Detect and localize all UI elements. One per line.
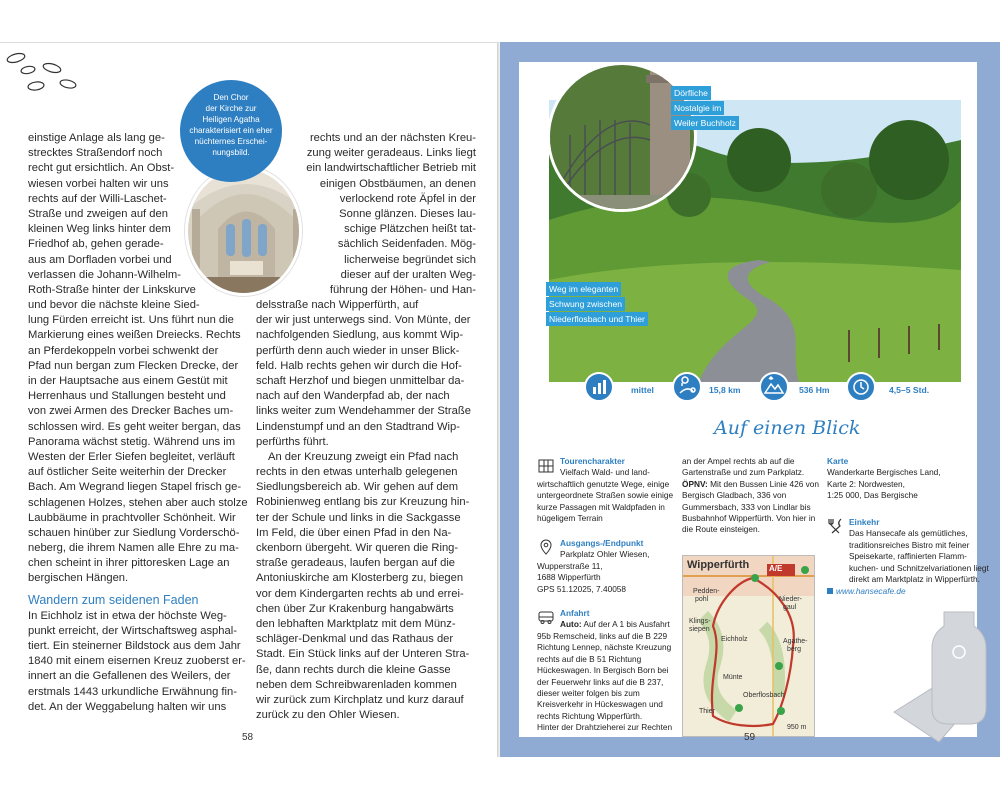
text-line: bergischen Hängen.: [28, 572, 129, 585]
info-line: Wupperstraße 11,: [537, 561, 603, 571]
text-line: ße, dann rechts durch die kleine Gasse: [256, 663, 451, 676]
text-line: tiert. Ein steinerner Bildstock aus dem Jahr: [28, 640, 241, 652]
text-line: verlockend rote Äpfel in der: [339, 192, 476, 205]
text-line: einigen Obstbäumen, an denen: [319, 177, 476, 190]
text-line: feld. Halb rechts gehen wir durch die Hof-: [256, 359, 462, 372]
location-pin-icon: [537, 538, 555, 556]
info-line: Richtung Lennep, nächste Kreuzung: [537, 642, 672, 653]
text-line: Bach. Am Wegrand liegen Stapel frisch ge-: [28, 481, 242, 494]
info-line: 95b Remscheid, links auf die B 229: [537, 631, 668, 641]
info-line: traditionsreiches Bistro mit feiner: [849, 539, 970, 550]
map-label: berg: [787, 646, 802, 653]
info-line: 1:25 000, Das Bergische: [827, 490, 918, 501]
text-line: nach auf den Wanderpfad ab, der nach: [256, 390, 450, 403]
map-label: Agathe-: [783, 638, 808, 645]
info-line: 1688 Wipperfürth: [537, 572, 601, 583]
bottle-decoration-icon: [889, 592, 989, 752]
text-column-2: [256, 298, 478, 723]
info-title: Ausgangs-/Endpunkt: [560, 538, 644, 548]
text-line: kleinen Weg links hinter dem: [28, 223, 171, 236]
page-number-left: 58: [242, 732, 254, 743]
square-bullet-icon: [827, 588, 833, 594]
text-line: Herrenhaus und Stallungen besteht und: [28, 390, 226, 403]
text-line: Im Feld, die über einen Pfad in den Na-: [256, 526, 452, 539]
info-line: hügeligem Terrain: [537, 513, 603, 524]
info-line: GPS 51.12025, 7.40058: [537, 583, 627, 594]
church-interior-photo: [185, 166, 302, 296]
text-line: innert an die Gefallenen des Weilers, der: [28, 670, 231, 683]
caption-line: nüchternes Erschei-: [194, 137, 268, 146]
text-line: strecktes Straßendorf noch: [28, 147, 163, 160]
text-line: Roth-Straße hinter der Linkskurve: [28, 283, 196, 296]
info-label: Auto:: [560, 619, 582, 630]
text-line: delsstraße nach Wipperfürth, auf: [256, 299, 419, 311]
text-line: punkt erreicht, der Wirtschaftsweg asphal-: [28, 624, 237, 637]
text-line: ter der Schule und links in die Sackgasse: [256, 511, 461, 524]
text-line: führung der Höhen- und Han-: [329, 283, 476, 296]
elevation-icon: [759, 372, 789, 402]
info-line: Wanderkarte Bergisches Land,: [827, 467, 941, 478]
text-line: Sonne glänzen. Dieses lau-: [339, 207, 476, 220]
map-info-block: [827, 456, 972, 502]
arrival-block-cont: [537, 631, 687, 734]
text-line: zurück zu den Ohler Wiesen.: [256, 709, 400, 722]
text-line: perfürths führt.: [256, 435, 329, 448]
text-line: und bevor die nächste kleine Sied-: [28, 299, 200, 312]
text-line: ein landwirtschaftlicher Betrieb mit: [306, 162, 476, 175]
text-line: chen über Zur Krakenburg hangabwärts: [256, 602, 454, 615]
text-line: von zwei Armen des Drecker Baches um-: [28, 405, 234, 418]
info-line: Hückeswagen. In Bergisch Born bei: [537, 665, 669, 676]
info-title: Einkehr: [849, 517, 880, 527]
text-line: recht gut ersichtlich. An Obst-: [28, 162, 175, 175]
map-label: pohl: [695, 596, 709, 603]
text-line: Panorama wächst stetig. Während uns im: [28, 435, 236, 448]
info-line: die Route einsteigen.: [682, 524, 760, 535]
info-line: Gartenstraße und zum Parkplatz.: [682, 467, 805, 478]
text-line: schlossen wird. Es geht weiter bergan, das: [28, 420, 241, 433]
cutlery-icon: [827, 517, 845, 535]
footprints-icon: [2, 48, 82, 98]
text-line: den lebhaften Marktplatz mit dem Münz-: [256, 617, 456, 630]
gate-photo-caption: [671, 86, 739, 131]
text-line: neberg, die ihrem Namen alle Ehre zu ma-: [28, 542, 239, 555]
text-line: schlagenen Holzes, stehen aber auch stolze: [28, 496, 248, 509]
text-line: schaft Herzhof und biegen unmittelbar da-: [256, 374, 465, 387]
map-grid-icon: [537, 457, 555, 475]
text-line: dieser auf der uralten Weg-: [340, 268, 476, 281]
info-line: kurze Passagen mit Waldpfaden in: [537, 501, 665, 512]
text-line: vor dem Kindergarten rechts ab und errei-: [256, 587, 464, 600]
map-label: Pedden-: [693, 588, 720, 595]
route-map: [682, 555, 815, 737]
text-line: erstmals 1443 urkundliche Erwähnung fin-: [28, 685, 237, 698]
text-line: schläger-Denkmal und das Rathaus der: [256, 633, 454, 646]
info-line: Kreisverkehr in Hückeswagen und: [537, 699, 663, 710]
road-photo-caption: [546, 282, 648, 327]
map-title: Wipperfürth: [687, 559, 750, 571]
text-line: an Pferdekoppeln vorbei schwenkt der: [28, 344, 219, 357]
caption-line: Heiligen Agatha: [202, 115, 260, 124]
info-line: rechts Richtung Wipperfürth.: [537, 710, 643, 721]
text-line: aus am Dorfladen vorbei und: [28, 253, 172, 266]
glance-title: Auf einen Blick: [714, 417, 861, 439]
info-line: wirtschaftlich genutzte Wege, einige: [537, 479, 670, 489]
website-link[interactable]: www.hansecafe.de: [836, 586, 906, 596]
info-line: [682, 479, 822, 490]
text-line: Antoniuskirche am Klosterberg zu, biegen: [256, 572, 464, 585]
text-line: wiesen vorbei halten wir uns: [28, 177, 169, 190]
text-line: schauen hinüber zur Siedlung Vorderschö-: [28, 526, 240, 539]
difficulty-value: mittel: [631, 385, 654, 395]
info-line: Busbahnhof Wipperfürth. Von hier in: [682, 513, 816, 524]
text-line: Westen der Erler Siefen begleitet, verläuft: [28, 450, 235, 463]
start-point-block-cont: [537, 561, 687, 595]
food-stop-block: [849, 517, 989, 585]
caption-line: Schwung zwischen: [546, 297, 625, 311]
caption-line: Niederflosbach und Thier: [546, 312, 648, 326]
info-line: Hinter der Drahtzieherei zur Rechten: [537, 722, 673, 733]
info-line: direkt am Marktplatz in Wipperfürth.: [849, 574, 980, 585]
distance-icon: [672, 372, 702, 402]
text-line: wir zurück zum Kirchplatz und kurz darauf: [256, 693, 464, 706]
text-line: lung Fürden erreicht ist. Uns führt nun die: [28, 314, 234, 327]
caption-line: Weiler Buchholz: [671, 116, 739, 130]
map-label: Thier: [699, 708, 715, 715]
text-line: einstige Anlage als lang ge-: [28, 132, 165, 144]
caption-line: Weg im eleganten: [546, 282, 621, 296]
text-line: auf östlicher Seite weiterhin der Drecker: [28, 466, 227, 479]
map-label: Münte: [723, 674, 743, 681]
caption-line: Nostalgie im: [671, 101, 724, 115]
text-line: Lindenstumpf und an den Stadtrand Wip-: [256, 420, 460, 433]
duration-value: 4,5–5 Std.: [889, 385, 930, 395]
text-line: Friedhof ab, gehen gerade-: [28, 238, 164, 251]
info-line: rechts auf die B 51 Richtung: [537, 653, 642, 664]
map-label: Oberflosbach: [743, 692, 785, 699]
duration-icon: [846, 372, 876, 402]
text-line: neben dem Schreibwarenladen kommen: [256, 678, 457, 691]
caption-line: Den Chor: [213, 93, 249, 102]
text-line: An der Kreuzung zweigt ein Pfad nach: [268, 450, 459, 463]
info-line: Das Hansecafe als gemütliches,: [849, 528, 968, 539]
info-line: Bergisch Gladbach, 336 von: [682, 490, 787, 501]
caption-line: nungsbild.: [212, 148, 250, 157]
map-label: Klings-: [689, 618, 711, 625]
tour-stats-bar: [549, 372, 961, 402]
text-line: Straße und zweigen auf den: [28, 207, 168, 220]
caption-line: der Kirche zur: [205, 104, 257, 113]
text-line: rechts in den etwas unterhalb gelegenen: [256, 466, 458, 479]
text-line: in der Hauptsache aus einem Gestüt mit: [28, 375, 228, 387]
text-line: det. An der Weggabelung halten wir uns: [28, 700, 227, 713]
text-line: sächlich Seidenfaden. Mög-: [337, 238, 476, 251]
text-line: schige Plätzchen heißt tat-: [344, 223, 476, 236]
map-label: siepen: [689, 626, 710, 633]
info-line: Speisekarte, raffinierten Flamm-: [849, 551, 967, 562]
text-line: Robinienweg entlang bis zur Kreuzung hin-: [256, 496, 470, 509]
text-line: 1840 mit einem eisernen Kreuz zuoberst er-: [28, 655, 246, 668]
info-line: untergeordnete Straßen sowie einige: [537, 490, 674, 501]
page-number-right: 59: [744, 732, 756, 743]
map-start-badge: A/E: [769, 564, 783, 573]
text-line: licherweise begründet sich: [344, 253, 476, 266]
text-line: Pfad nun bergan zum Flecken Drecke, der: [28, 359, 239, 372]
info-line: der Feuerwehr links auf die B 237,: [537, 676, 664, 687]
text-line: rechts und an der nächsten Kreu-: [309, 132, 476, 144]
section-heading: Wandern zum seidenen Faden: [28, 592, 199, 607]
text-line: Siedlungsbereich ab. Wir gehen auf dem: [256, 481, 459, 494]
text-line: zung weiter geradeaus. Links liegt: [306, 147, 476, 160]
info-line: an der Ampel rechts ab auf die: [682, 456, 795, 466]
text-line: Stadt. Ein Stück links auf der Unteren Stra-: [256, 648, 470, 661]
info-line: Vielfach Wald- und land-: [560, 467, 650, 478]
bus-icon: [537, 608, 555, 626]
text-line: Markierung eines weißen Dreiecks. Rechts: [28, 329, 241, 342]
text-line: nachfolgenden Siedlung, aus kommt Wip-: [256, 329, 464, 342]
distance-value: 15,8 km: [709, 385, 741, 395]
map-label: gaul: [783, 604, 797, 611]
gate-photo: [547, 62, 697, 212]
right-page-content: [519, 62, 989, 737]
info-line: kuchen- und Schnitzelvariationen liegt: [849, 562, 989, 573]
info-label: ÖPNV:: [682, 478, 708, 489]
info-line: dieser weiter folgen bis zum: [537, 688, 640, 699]
photo-caption-bubble: [180, 80, 282, 182]
text-line: chen scheint in ihrer pittoresken Lage an: [28, 557, 230, 570]
text-line: rechts auf der Willi-Laschet-: [28, 192, 167, 205]
caption-line: charakterisiert ein eher: [189, 126, 273, 135]
text-line: ckenborn übergeht. Wir queren die Ring-: [256, 542, 459, 554]
text-line: straße geradeaus, laufen bergan auf die: [256, 557, 456, 570]
info-line: Parkplatz Ohler Wiesen,: [560, 549, 650, 560]
info-line: Mit den Bussen Linie 426 von: [710, 478, 819, 489]
text-line: verlassen die Johann-Wilhelm-: [28, 268, 181, 281]
map-label: Nieder-: [779, 596, 802, 603]
caption-line: Dörfliche: [671, 86, 711, 100]
info-title: Tourencharakter: [560, 456, 625, 466]
info-line: Gummersbach, 333 von Lindlar bis: [682, 501, 811, 512]
info-title: Anfahrt: [560, 608, 590, 618]
elevation-value: 536 Hm: [799, 385, 830, 395]
info-line: Karte 2: Nordwesten,: [827, 478, 905, 489]
info-line: Auf der A 1 bis Ausfahrt: [583, 619, 670, 630]
tour-character-block-cont: [537, 479, 687, 525]
info-title: Karte: [827, 456, 849, 466]
text-line: In Eichholz ist in etwa der höchste Weg-: [28, 609, 227, 622]
difficulty-icon: [584, 372, 614, 402]
text-line: Laubbäume in prachtvoller Schönheit. Wir: [28, 511, 236, 524]
arrival-continued-block: [682, 456, 822, 536]
text-line: links weiter zum Wendehammer der Straße: [256, 405, 471, 418]
right-page: [500, 42, 1000, 757]
map-label: Eichholz: [721, 636, 748, 643]
text-line: perfürth denn auch wieder in unser Blick-: [256, 344, 460, 357]
map-scale: 950 m: [787, 724, 807, 731]
text-line: der wir just unterwegs sind. Von Münte, der: [256, 314, 471, 327]
